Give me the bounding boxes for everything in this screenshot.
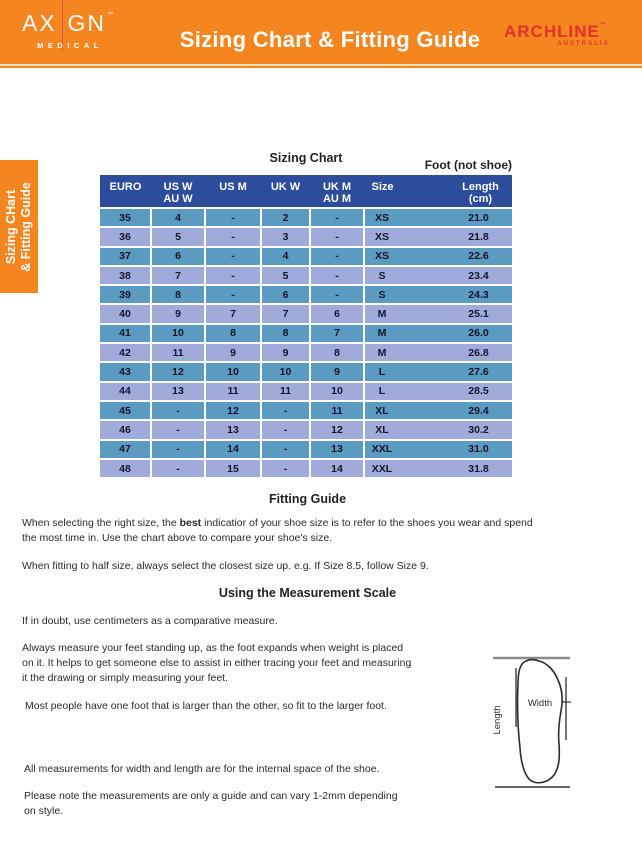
table-cell: 43 (100, 362, 151, 381)
table-cell: 47 (100, 440, 151, 459)
table-row (100, 362, 512, 381)
table-cell: 48 (100, 459, 151, 477)
archline-name: ARCHLINE (504, 22, 600, 41)
side-tab-line1: Sizing CHart (4, 189, 18, 264)
header-bar (0, 0, 642, 64)
sizing-chart-title: Sizing Chart (269, 151, 343, 165)
m-p5-line1: Please note the measurements are only a guide and can vary 1-2mm depending (24, 790, 398, 802)
table-cell: 38 (100, 266, 151, 285)
table-row (100, 401, 512, 420)
table-cell: 28.5 (409, 382, 512, 401)
foot-diagram (490, 650, 575, 792)
table-cell: 12 (310, 420, 364, 439)
table-cell: 4 (151, 208, 205, 227)
table-cell: 10 (151, 324, 205, 343)
table-cell: 46 (100, 420, 151, 439)
table-cell: 35 (100, 208, 151, 227)
table-cell: 9 (151, 304, 205, 323)
table-cell: 41 (100, 324, 151, 343)
table-cell: 30.2 (409, 420, 512, 439)
column-header: UK W (261, 175, 310, 208)
fg-p1-line2: the most time in. Use the chart above to compare your shoe's size. (22, 532, 333, 544)
fg-p1-bold: best (179, 517, 202, 529)
archline-logo (504, 23, 624, 47)
table-cell: XS (364, 227, 409, 246)
table-cell: - (151, 420, 205, 439)
table-cell: - (205, 208, 261, 227)
table-cell: - (205, 227, 261, 246)
axign-right: GN (67, 9, 106, 36)
table-cell: 2 (261, 208, 310, 227)
table-cell: 11 (310, 401, 364, 420)
table-cell: 9 (261, 343, 310, 362)
table-cell: - (205, 266, 261, 285)
table-cell: 39 (100, 285, 151, 304)
table-cell: - (261, 440, 310, 459)
table-cell: - (261, 420, 310, 439)
table-cell: 7 (261, 304, 310, 323)
table-cell: 7 (310, 324, 364, 343)
table-cell: 11 (205, 382, 261, 401)
table-cell: M (364, 343, 409, 362)
table-cell: XL (364, 420, 409, 439)
axign-tm: ™ (107, 12, 115, 18)
table-cell: XXL (364, 459, 409, 477)
m-p5-line2: on style. (24, 805, 64, 817)
table-cell: - (310, 266, 364, 285)
table-cell: - (310, 285, 364, 304)
table-row (100, 440, 512, 459)
table-cell: - (205, 285, 261, 304)
table-cell: 12 (151, 362, 205, 381)
table-cell: 11 (151, 343, 205, 362)
table-cell: 4 (261, 247, 310, 266)
table-cell: XS (364, 208, 409, 227)
table-cell: 24.3 (409, 285, 512, 304)
table-row (100, 324, 512, 343)
table-row (100, 227, 512, 246)
m-p2-line2: on it. It helps to get someone else to assist in either tracing your feet and measuring (22, 657, 412, 669)
table-cell: 5 (151, 227, 205, 246)
column-header: Length (cm) (409, 175, 512, 208)
table-header-row (100, 175, 512, 208)
archline-australia-label: AUSTRALIA (557, 41, 610, 47)
table-cell: XXL (364, 440, 409, 459)
table-cell: 12 (205, 401, 261, 420)
table-cell: 36 (100, 227, 151, 246)
table-cell: M (364, 324, 409, 343)
side-tab (0, 160, 38, 293)
table-row (100, 459, 512, 477)
table-cell: 15 (205, 459, 261, 477)
table-row (100, 304, 512, 323)
table-cell: 21.8 (409, 227, 512, 246)
table-cell: 11 (261, 382, 310, 401)
table-body (100, 208, 512, 477)
table-cell: 31.0 (409, 440, 512, 459)
table-cell: 37 (100, 247, 151, 266)
table-cell: L (364, 362, 409, 381)
table-cell: 9 (310, 362, 364, 381)
table-cell: - (310, 227, 364, 246)
table-row (100, 382, 512, 401)
table-cell: 14 (310, 459, 364, 477)
table-cell: S (364, 285, 409, 304)
column-header: US W AU W (151, 175, 205, 208)
table-cell: 6 (310, 304, 364, 323)
table-cell: 40 (100, 304, 151, 323)
table-cell: 25.1 (409, 304, 512, 323)
m-p2-line3: it the drawing or simply measuring your feet. (22, 672, 229, 684)
measurement-paragraph-4: All measurements for width and length are for the internal space of the shoe. (24, 763, 380, 775)
table-cell: 6 (151, 247, 205, 266)
side-tab-line2: & Fitting Guide (19, 181, 33, 272)
table-row (100, 343, 512, 362)
table-cell: - (261, 459, 310, 477)
table-cell: 31.8 (409, 459, 512, 477)
table-cell: 23.4 (409, 266, 512, 285)
table-cell: 10 (205, 362, 261, 381)
table-cell: - (261, 401, 310, 420)
table-cell: 9 (205, 343, 261, 362)
table-row (100, 285, 512, 304)
axign-wordmark (22, 7, 114, 39)
foot-outline (518, 660, 563, 783)
table-cell: 13 (310, 440, 364, 459)
table-row (100, 266, 512, 285)
m-p2-line1: Always measure your feet standing up, as the foot expands when weight is placed (22, 642, 404, 654)
table-cell: - (151, 459, 205, 477)
fg-p1-before: When selecting the right size, the (22, 517, 180, 529)
table-cell: 8 (205, 324, 261, 343)
table-cell: 7 (205, 304, 261, 323)
table-cell: 26.0 (409, 324, 512, 343)
table-cell: M (364, 304, 409, 323)
table-cell: - (151, 401, 205, 420)
table-cell: 27.6 (409, 362, 512, 381)
table-cell: XL (364, 401, 409, 420)
table-cell: XS (364, 247, 409, 266)
column-header: US M (205, 175, 261, 208)
side-tab-label (4, 182, 34, 272)
foot-not-shoe-label: Foot (not shoe) (424, 158, 512, 172)
measurement-paragraph-5 (24, 789, 524, 819)
table-cell: L (364, 382, 409, 401)
table-cell: 29.4 (409, 401, 512, 420)
table-cell: 7 (151, 266, 205, 285)
table-cell: 10 (261, 362, 310, 381)
measurement-paragraph-2 (22, 641, 502, 686)
axign-logo (22, 7, 114, 50)
table-row (100, 208, 512, 227)
table-row (100, 420, 512, 439)
table-cell: - (310, 247, 364, 266)
column-header: UK M AU M (310, 175, 364, 208)
measurement-heading: Using the Measurement Scale (218, 586, 397, 600)
table-cell: 5 (261, 266, 310, 285)
table-cell: 3 (261, 227, 310, 246)
table-cell: - (151, 440, 205, 459)
table-cell: 8 (151, 285, 205, 304)
table-cell: S (364, 266, 409, 285)
page-title: Sizing Chart & Fitting Guide (179, 27, 481, 52)
archline-wordmark (504, 23, 624, 40)
table-cell: 45 (100, 401, 151, 420)
table-cell: 10 (310, 382, 364, 401)
measurement-paragraph-1: If in doubt, use centimeters as a comparative measure. (22, 615, 278, 627)
axign-left: AX (22, 9, 57, 36)
table-cell: 26.8 (409, 343, 512, 362)
table-cell: 21.0 (409, 208, 512, 227)
fitting-guide-paragraph-2: When fitting to half size, always select the closest size up. e.g. If Size 8.5, follow Size 9. (22, 560, 429, 572)
fitting-guide-paragraph-1 (22, 516, 622, 546)
column-header: Size (364, 175, 409, 208)
table-cell: 6 (261, 285, 310, 304)
table-cell: 14 (205, 440, 261, 459)
table-cell: 8 (261, 324, 310, 343)
table-cell: - (205, 247, 261, 266)
table-row (100, 247, 512, 266)
fg-p1-line1 (22, 516, 622, 531)
archline-tm: ™ (599, 22, 607, 28)
table-cell: 13 (151, 382, 205, 401)
table-cell: 13 (205, 420, 261, 439)
sizing-table (100, 175, 512, 477)
measurement-paragraph-3: Most people have one foot that is larger than the other, so fit to the larger foot. (25, 700, 387, 712)
table-cell: 22.6 (409, 247, 512, 266)
axign-medical-label: MEDICAL (37, 41, 103, 50)
length-label: Length (492, 705, 503, 735)
width-label: Width (527, 698, 553, 709)
fg-p1-after: indicatior of your shoe size is to refer to the shoes you wear and spend (201, 517, 533, 529)
column-header: EURO (100, 175, 151, 208)
table-cell: 8 (310, 343, 364, 362)
table-cell: - (310, 208, 364, 227)
header-divider-orange (0, 66, 642, 68)
fitting-guide-heading: Fitting Guide (268, 492, 347, 506)
table-cell: 42 (100, 343, 151, 362)
table-cell: 44 (100, 382, 151, 401)
